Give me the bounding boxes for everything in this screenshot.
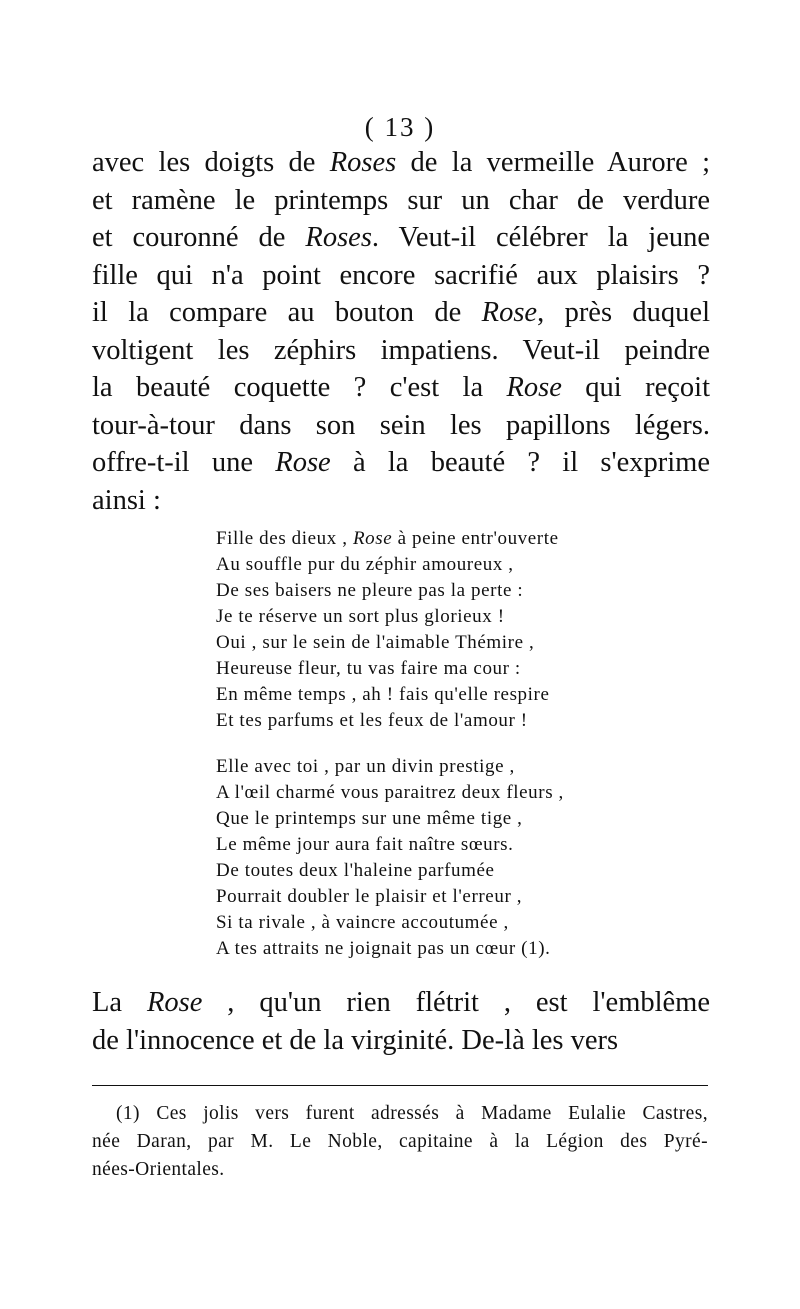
italic-word: Rose: [481, 297, 538, 328]
text-run: offre-t-il une: [92, 447, 276, 478]
text-line: [92, 407, 710, 445]
text-run: Fille des dieux ,: [216, 528, 353, 549]
italic-word: Roses: [329, 147, 397, 178]
footnote-line: [92, 1100, 708, 1128]
footnote: [92, 1100, 708, 1184]
text-line: [92, 219, 710, 257]
footnote-line: [92, 1128, 708, 1156]
text-run: il la compare au bouton de: [92, 297, 482, 328]
verse-line: [216, 858, 686, 884]
text-run: Je te réserve un sort plus glorieux !: [216, 606, 505, 627]
text-run: . Veut-il célébrer la jeune: [371, 222, 710, 253]
text-run: et couronné de: [92, 222, 306, 253]
text-run: En même temps , ah ! fais qu'elle respire: [216, 684, 550, 705]
text-run: avec les doigts de: [92, 147, 330, 178]
italic-word: Roses: [305, 222, 372, 253]
text-run: et ramène le printemps sur un char de verdure: [92, 184, 710, 216]
text-line: [92, 182, 710, 220]
text-run: Que le printemps sur une même tige ,: [216, 808, 523, 829]
text-run: La: [92, 987, 147, 1018]
text-line: [92, 257, 710, 295]
verse-line: [216, 630, 686, 656]
italic-word: Rose: [146, 987, 203, 1018]
text-line: [92, 444, 710, 482]
text-run: De toutes deux l'haleine parfumée: [216, 860, 495, 881]
text-run: à peine entr'ouverte: [392, 528, 559, 549]
text-run: A tes attraits ne joignait pas un cœur (1).: [216, 938, 551, 959]
text-line: [92, 369, 710, 407]
verse-line: [216, 910, 686, 936]
text-run: (1) Ces jolis vers furent adressés à Madame Eulalie Castres,: [116, 1103, 708, 1124]
verse-line: [216, 604, 686, 630]
text-run: de l'innocence et de la virginité. De-là les vers: [92, 1024, 619, 1056]
verse-line: [216, 780, 686, 806]
verse-line: [216, 708, 686, 734]
verse-line: [216, 832, 686, 858]
text-run: , près duquel: [537, 297, 710, 328]
verse-line: [216, 754, 686, 780]
verse-line: [216, 656, 686, 682]
text-line: [92, 332, 710, 370]
text-run: , qu'un rien flétrit , est l'emblême: [202, 987, 710, 1018]
prose-bottom: [92, 984, 710, 1059]
text-run: De ses baisers ne pleure pas la perte :: [216, 580, 524, 601]
text-run: Pourrait doubler le plaisir et l'erreur ,: [216, 886, 523, 907]
verse-line: [216, 682, 686, 708]
italic-word: Rose: [352, 528, 393, 549]
verse-line: [216, 884, 686, 910]
text-run: Si ta rivale , à vaincre accoutumée ,: [216, 912, 509, 933]
text-run: la beauté coquette ? c'est la: [92, 372, 507, 403]
footnote-divider: [92, 1085, 708, 1086]
text-run: Au souffle pur du zéphir amoureux ,: [216, 554, 514, 575]
footnote-line: [92, 1156, 708, 1184]
italic-word: Rose: [275, 447, 331, 478]
text-run: Oui , sur le sein de l'aimable Thémire ,: [216, 632, 535, 653]
text-run: fille qui n'a point encore sacrifié aux plaisirs ?: [92, 259, 710, 291]
text-run: tour-à-tour dans son sein les papillons légers.: [92, 409, 710, 441]
verse-line: [216, 526, 686, 552]
text-line: [92, 984, 710, 1022]
text-line: [92, 294, 710, 332]
text-run: Heureuse fleur, tu vas faire ma cour :: [216, 658, 521, 679]
verse-line: [216, 552, 686, 578]
text-run: à la beauté ? il s'exprime: [330, 447, 710, 478]
text-line: [92, 1022, 710, 1060]
verse-line: [216, 578, 686, 604]
text-run: Elle avec toi , par un divin prestige ,: [216, 756, 515, 777]
prose-top: [92, 144, 710, 519]
text-run: voltigent les zéphirs impatiens. Veut-il peindre: [92, 334, 710, 366]
text-run: née Daran, par M. Le Noble, capitaine à la Légion des Pyré-: [92, 1131, 708, 1152]
text-run: A l'œil charmé vous paraitrez deux fleurs ,: [216, 782, 564, 803]
poem-stanza-2: [216, 754, 686, 962]
italic-word: Rose: [506, 372, 562, 403]
text-run: qui reçoit: [561, 372, 710, 403]
text-run: Le même jour aura fait naître sœurs.: [216, 834, 514, 855]
verse-line: [216, 806, 686, 832]
text-run: de la vermeille Aurore ;: [396, 147, 710, 178]
text-line: [92, 144, 710, 182]
verse-line: [216, 936, 686, 962]
text-run: ainsi :: [92, 484, 161, 516]
poem-stanza-1: [216, 526, 686, 734]
text-line: [92, 482, 710, 520]
text-run: Et tes parfums et les feux de l'amour !: [216, 710, 528, 731]
text-run: nées-Orientales.: [92, 1159, 225, 1180]
page-number: ( 13 ): [364, 112, 436, 142]
